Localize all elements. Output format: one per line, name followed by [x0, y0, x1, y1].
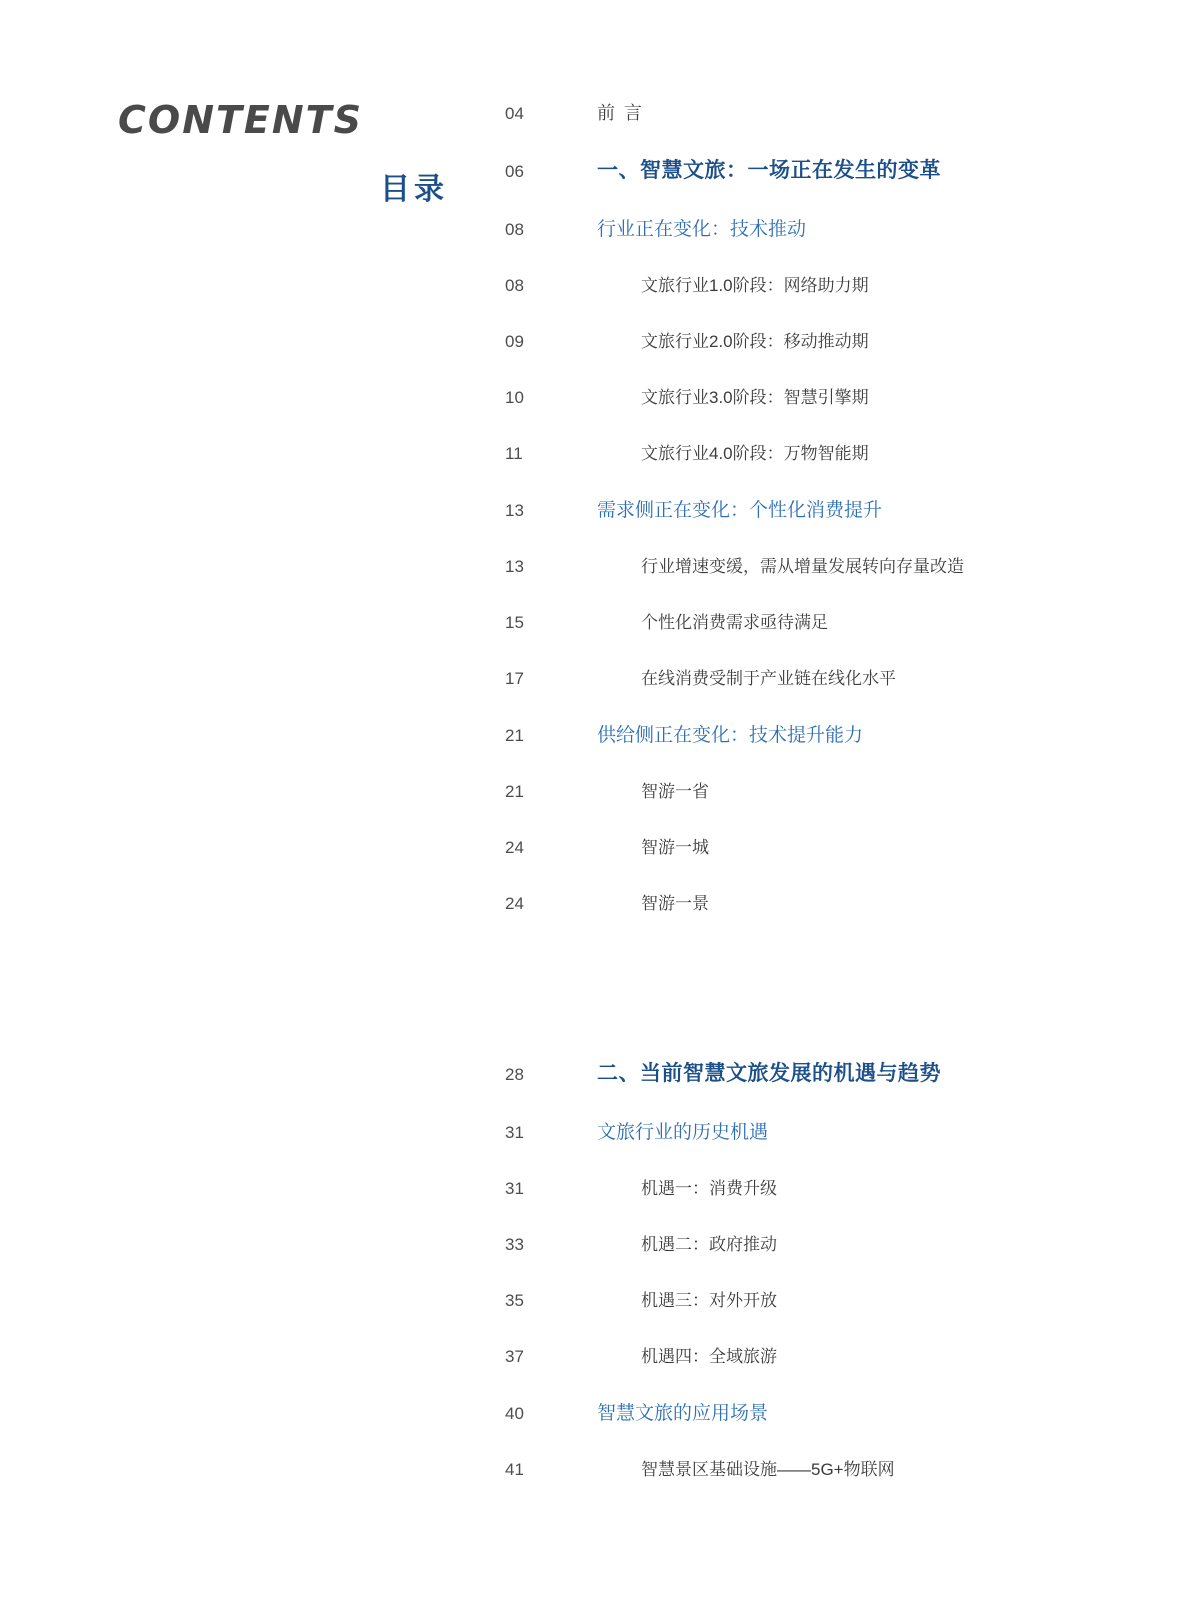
- toc-entry-page-number: 24: [505, 838, 524, 857]
- toc-entry[interactable]: [505, 333, 1125, 389]
- toc-entry-title: 文旅行业2.0阶段：移动推动期: [641, 332, 869, 351]
- toc-entry-page-number: 13: [505, 501, 524, 520]
- toc-entry[interactable]: [505, 783, 1125, 839]
- toc-entry[interactable]: [505, 1404, 1125, 1461]
- toc-entry-title: 文旅行业1.0阶段：网络助力期: [641, 276, 869, 295]
- toc-entry[interactable]: [505, 501, 1125, 558]
- toc-entry-page-number: 31: [505, 1179, 524, 1198]
- toc-entry-title: 机遇三：对外开放: [641, 1291, 777, 1310]
- toc-entry-title: 智游一景: [641, 894, 709, 913]
- toc-entry-title: 一、智慧文旅：一场正在发生的变革: [597, 159, 941, 182]
- toc-entry-page-number: 06: [505, 162, 524, 181]
- toc-entry-title: 机遇四：全域旅游: [641, 1347, 777, 1366]
- toc-entry-title: 在线消费受制于产业链在线化水平: [641, 669, 896, 688]
- toc-heading-chinese: 目录: [380, 172, 448, 206]
- toc-entry-title: 文旅行业3.0阶段：智慧引擎期: [641, 388, 869, 407]
- toc-entry-title: 文旅行业4.0阶段：万物智能期: [641, 444, 869, 463]
- toc-entry[interactable]: [505, 1063, 1125, 1123]
- toc-entry[interactable]: [505, 1348, 1125, 1404]
- section-spacer: [505, 951, 1125, 1063]
- toc-entry-page-number: 41: [505, 1460, 524, 1479]
- toc-entry-title: 前 言: [597, 103, 645, 123]
- toc-entry[interactable]: [505, 1292, 1125, 1348]
- toc-entry-page-number: 08: [505, 220, 524, 239]
- toc-entry-title: 智慧文旅的应用场景: [597, 1403, 769, 1424]
- toc-entry[interactable]: [505, 614, 1125, 670]
- toc-entry-title: 行业正在变化：技术推动: [597, 219, 807, 240]
- toc-entry[interactable]: [505, 558, 1125, 614]
- toc-entry[interactable]: [505, 670, 1125, 726]
- toc-entry-page-number: 21: [505, 782, 524, 801]
- toc-entry[interactable]: [505, 445, 1125, 501]
- toc-entry[interactable]: [505, 220, 1125, 277]
- toc-entry-page-number: 17: [505, 669, 524, 688]
- toc-entry-title: 机遇一：消费升级: [641, 1179, 777, 1198]
- toc-entry[interactable]: [505, 160, 1125, 220]
- toc-entry-page-number: 10: [505, 388, 524, 407]
- toc-entry-title: 需求侧正在变化：个性化消费提升: [597, 500, 883, 521]
- toc-entry-title: 个性化消费需求亟待满足: [641, 613, 828, 632]
- toc-entry-page-number: 24: [505, 894, 524, 913]
- toc-entry-page-number: 04: [505, 104, 524, 123]
- toc-entry-page-number: 40: [505, 1404, 524, 1423]
- toc-entry-page-number: 31: [505, 1123, 524, 1142]
- toc-entry-page-number: 33: [505, 1235, 524, 1254]
- toc-heading: [118, 100, 448, 208]
- toc-entry[interactable]: [505, 839, 1125, 895]
- toc-entry-page-number: 21: [505, 726, 524, 745]
- toc-entry[interactable]: [505, 389, 1125, 445]
- toc-entry-page-number: 28: [505, 1065, 524, 1084]
- toc-entry-title: 行业增速变缓，需从增量发展转向存量改造: [641, 557, 964, 576]
- toc-entry[interactable]: [505, 104, 1125, 160]
- toc-entry-page-number: 11: [505, 444, 523, 463]
- toc-entry-list: [505, 104, 1125, 1517]
- toc-entry-title: 机遇二：政府推动: [641, 1235, 777, 1254]
- toc-entry[interactable]: [505, 277, 1125, 333]
- toc-entry[interactable]: [505, 1123, 1125, 1180]
- toc-entry-page-number: 09: [505, 332, 524, 351]
- toc-entry-page-number: 13: [505, 557, 524, 576]
- toc-entry-title: 文旅行业的历史机遇: [597, 1122, 769, 1143]
- toc-entry-page-number: 37: [505, 1347, 524, 1366]
- toc-heading-english: CONTENTS: [118, 98, 363, 142]
- toc-entry-title: 智游一城: [641, 838, 709, 857]
- toc-entry[interactable]: [505, 1180, 1125, 1236]
- toc-entry-page-number: 15: [505, 613, 524, 632]
- toc-entry[interactable]: [505, 1461, 1125, 1517]
- toc-entry-page-number: 35: [505, 1291, 524, 1310]
- toc-entry[interactable]: [505, 895, 1125, 951]
- toc-entry-page-number: 08: [505, 276, 524, 295]
- toc-entry[interactable]: [505, 726, 1125, 783]
- toc-entry-title: 智游一省: [641, 782, 709, 801]
- toc-entry-title: 智慧景区基础设施——5G+物联网: [641, 1460, 895, 1479]
- toc-entry[interactable]: [505, 1236, 1125, 1292]
- toc-entry-title: 供给侧正在变化：技术提升能力: [597, 725, 864, 746]
- toc-entry-title: 二、当前智慧文旅发展的机遇与趋势: [597, 1062, 941, 1085]
